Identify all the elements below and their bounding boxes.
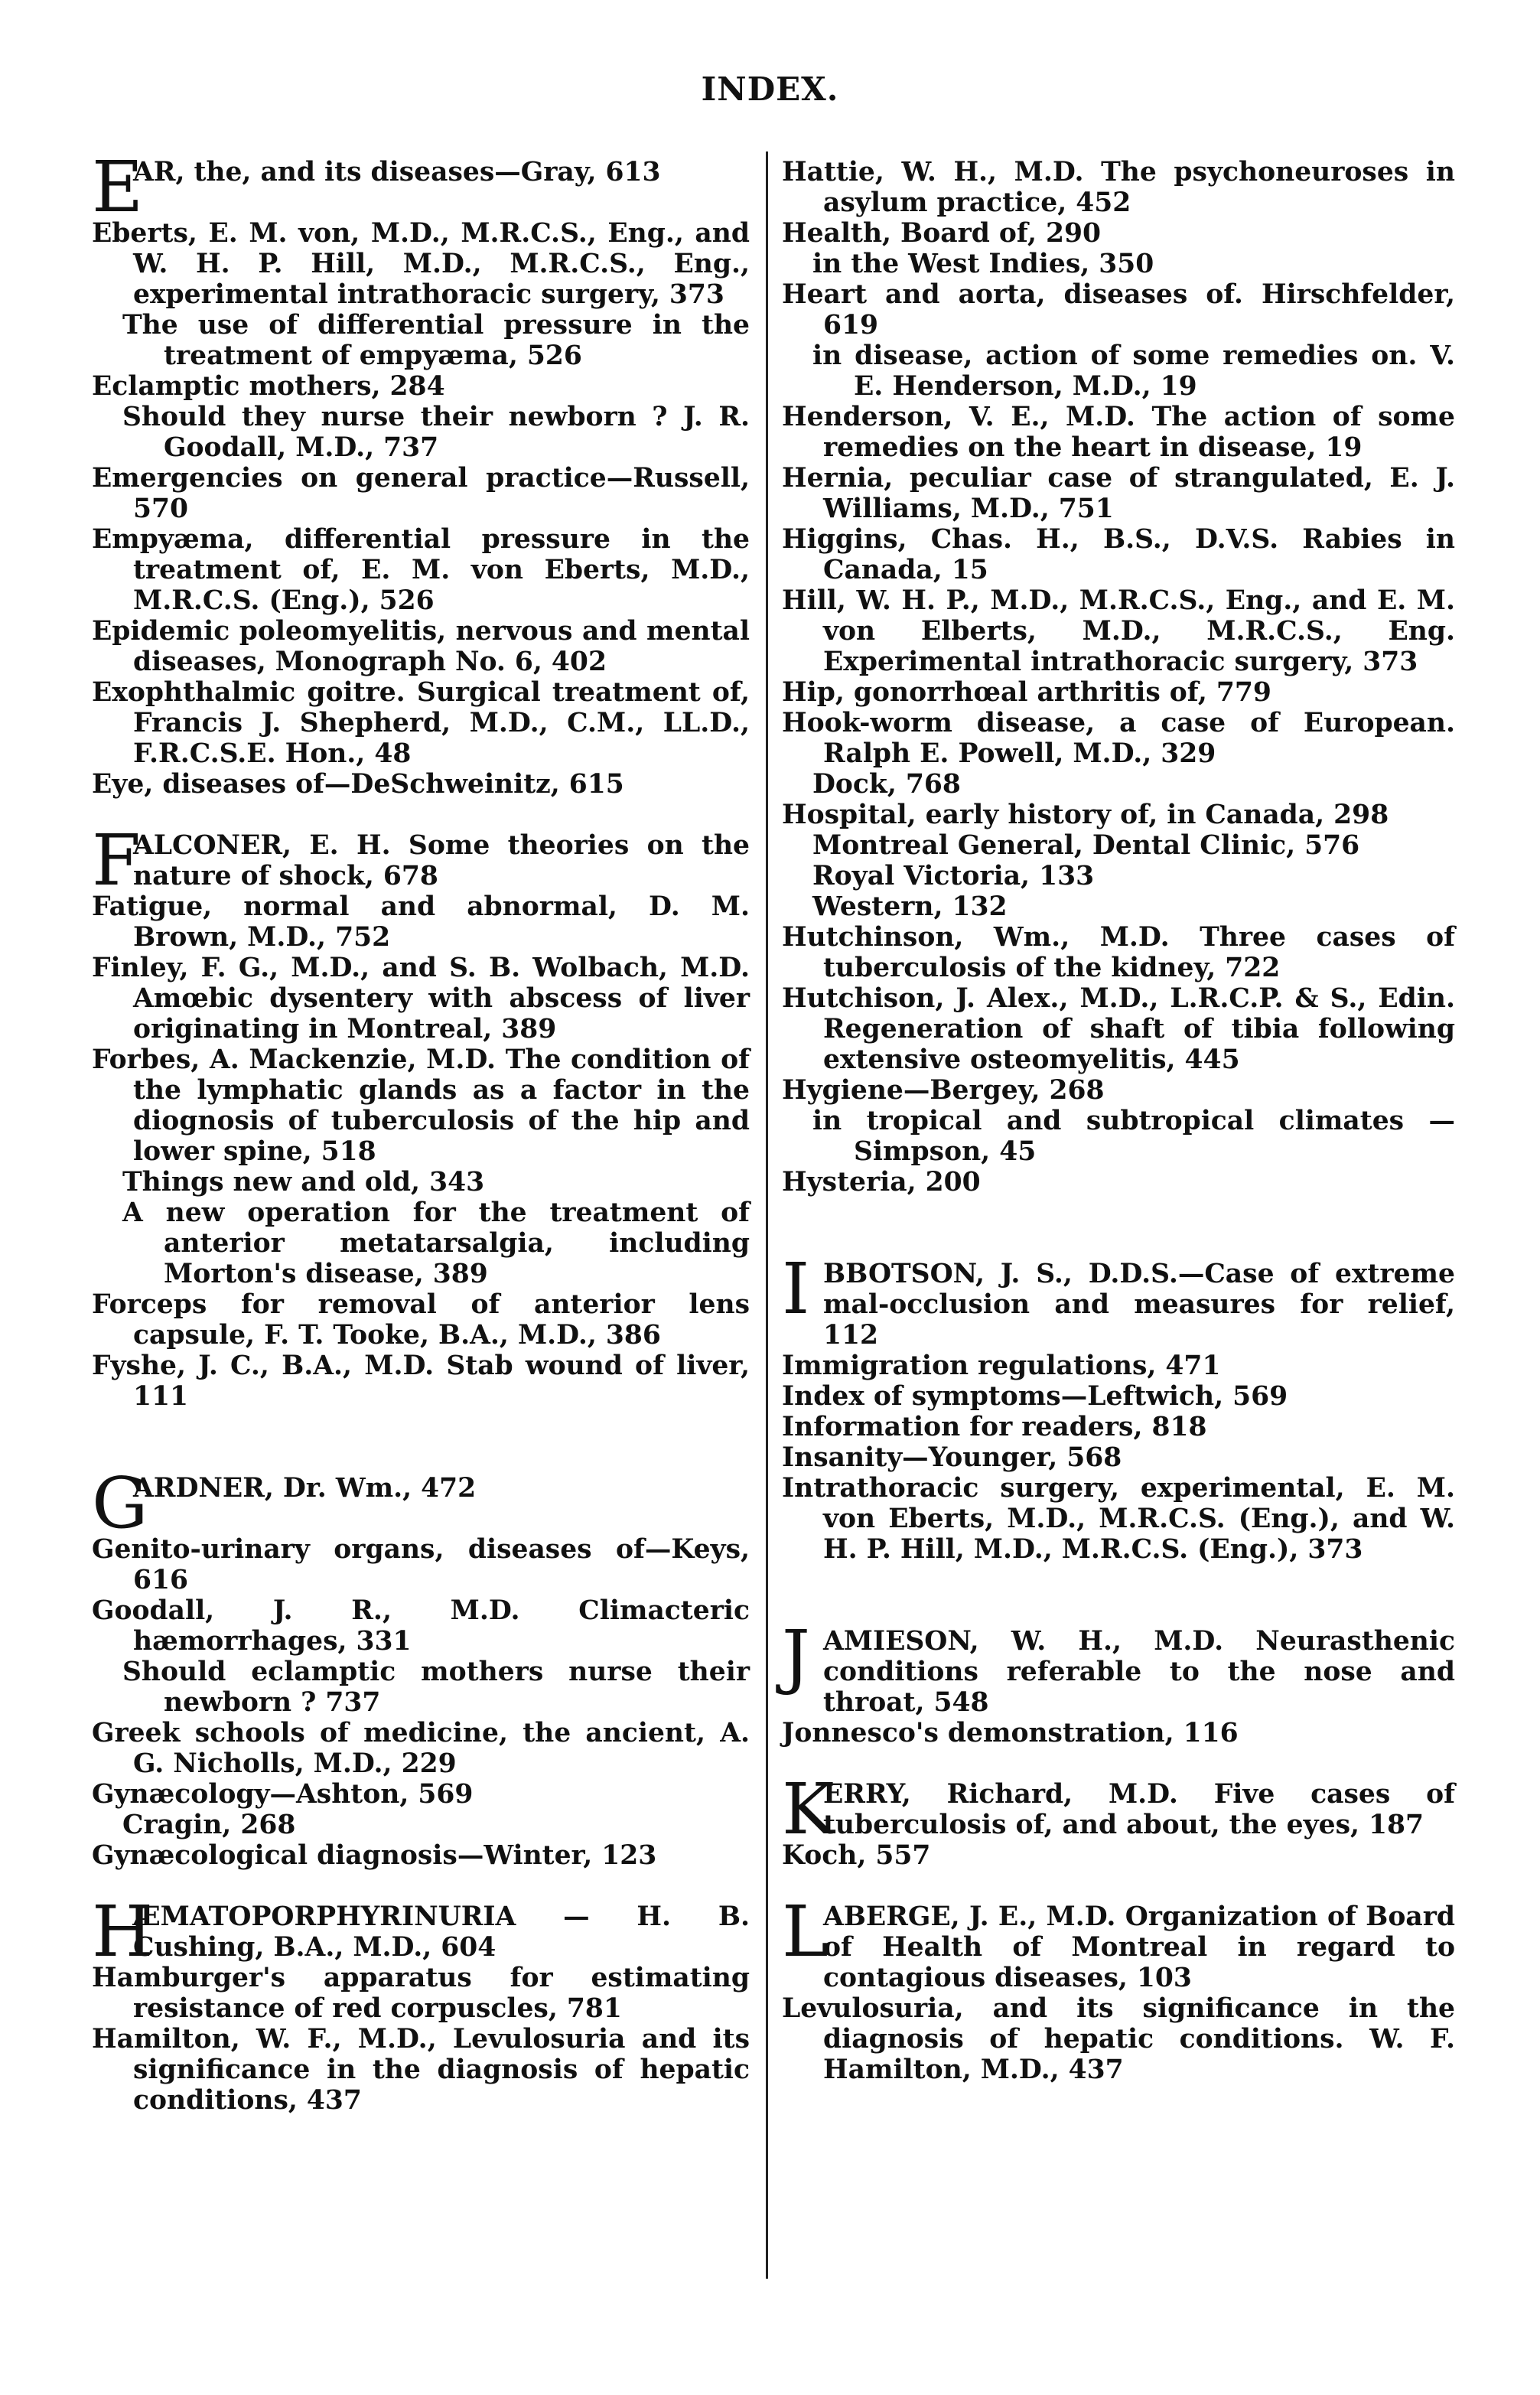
- index-entry: Hospital, early history of, in Canada, 298: [782, 800, 1389, 830]
- index-entry: Greek schools of medicine, the ancient, A. G. Nicholls, M.D., 229: [92, 1718, 750, 1779]
- index-entry: Hill, W. H. P., M.D., M.R.C.S., Eng., and E. M. von Elberts, M.D., M.R.C.S., Eng. Experimental intrathoracic surgery, 373: [782, 585, 1455, 677]
- index-section-start: [782, 1615, 1455, 1718]
- index-entry: Hutchinson, Wm., M.D. Three cases of tuberculosis of the kidney, 722: [782, 922, 1455, 983]
- index-entry: Jonnesco's demonstration, 116: [782, 1718, 1239, 1748]
- index-entry: Hernia, peculiar case of strangulated, E. J. Williams, M.D., 751: [782, 463, 1455, 524]
- index-entry: Higgins, Chas. H., B.S., D.V.S. Rabies in Canada, 15: [782, 524, 1455, 585]
- index-entry: Epidemic poleomyelitis, nervous and mental diseases, Monograph No. 6, 402: [92, 616, 750, 677]
- index-entry-text: ALCONER, E. H. Some theories on the nature of shock, 678: [133, 830, 750, 891]
- index-entry: Emergencies on general practice—Russell, 570: [92, 463, 750, 524]
- index-section-start: [782, 1248, 1455, 1351]
- index-entry-text: ABERGE, J. E., M.D. Organization of Board of Health of Montreal in regard to contagious diseases, 103: [823, 1901, 1455, 1993]
- spacer: [782, 1198, 1455, 1259]
- index-entry: Hutchison, J. Alex., M.D., L.R.C.P. & S., Edin. Regeneration of shaft of tibia following extensive osteomyelitis, 445: [782, 983, 1455, 1075]
- index-entry-text: ARDNER, Dr. Wm., 472: [133, 1473, 477, 1504]
- index-entry: Gynæcological diagnosis—Winter, 123: [92, 1840, 657, 1871]
- index-entry: Henderson, V. E., M.D. The action of some remedies on the heart in disease, 19: [782, 402, 1455, 463]
- spacer: [782, 1871, 1455, 1901]
- index-entry: Forceps for removal of anterior lens capsule, F. T. Tooke, B.A., M.D., 386: [92, 1289, 750, 1351]
- drop-cap-letter: G: [92, 1462, 148, 1544]
- index-section-start: [92, 1462, 750, 1544]
- index-entry: Finley, F. G., M.D., and S. B. Wolbach, M.D. Amœbic dysentery with abscess of liver originating in Montreal, 389: [92, 953, 750, 1044]
- index-subentry: Royal Victoria, 133: [812, 861, 1095, 891]
- index-entry: Index of symptoms—Leftwich, 569: [782, 1381, 1288, 1412]
- index-subentry: Montreal General, Dental Clinic, 576: [812, 830, 1360, 861]
- index-entry: Health, Board of, 290: [782, 218, 1102, 249]
- index-entry-text: AR, the, and its diseases—Gray, 613: [133, 157, 661, 187]
- index-entry-text: AMIESON, W. H., M.D. Neurasthenic conditions referable to the nose and throat, 548: [823, 1626, 1455, 1718]
- index-subentry: A new operation for the treatment of anterior metatarsalgia, including Morton's disease, 389: [122, 1198, 750, 1289]
- index-entry: Eclamptic mothers, 284: [92, 371, 445, 402]
- index-subentry: The use of differential pressure in the treatment of empyæma, 526: [122, 310, 750, 371]
- index-subentry: in tropical and subtropical climates —Simpson, 45: [812, 1106, 1455, 1167]
- spacer: [92, 1504, 750, 1534]
- index-subentry: Cragin, 268: [122, 1810, 296, 1840]
- drop-cap-letter: E: [92, 146, 144, 228]
- spacer: [92, 187, 750, 218]
- index-section-start: [782, 1768, 1455, 1850]
- index-section-start: [92, 146, 750, 228]
- spacer: [92, 800, 750, 830]
- page-title: INDEX.: [701, 70, 839, 108]
- spacer: [92, 1871, 750, 1901]
- index-entry-text: ERRY, Richard, M.D. Five cases of tuberculosis of, and about, the eyes, 187: [823, 1779, 1455, 1840]
- index-entry-text: ÆMATOPORPHYRINURIA — H. B. Cushing, B.A., M.D., 604: [133, 1901, 750, 1963]
- index-entry: Exophthalmic goitre. Surgical treatment of, Francis J. Shepherd, M.D., C.M., LL.D., F.R.C.S.E. Hon., 48: [92, 677, 750, 769]
- index-entry: Information for readers, 818: [782, 1412, 1207, 1442]
- drop-cap-letter: L: [782, 1891, 829, 1973]
- index-entry: Fyshe, J. C., B.A., M.D. Stab wound of liver, 111: [92, 1351, 750, 1412]
- index-subentry: Should they nurse their newborn ? J. R. Goodall, M.D., 737: [122, 402, 750, 463]
- index-subentry: Things new and old, 343: [122, 1167, 485, 1198]
- index-entry: Hip, gonorrhœal arthritis of, 779: [782, 677, 1271, 708]
- index-subentry: in the West Indies, 350: [812, 249, 1154, 279]
- index-entry: Intrathoracic surgery, experimental, E. M. von Eberts, M.D., M.R.C.S. (Eng.), and W. H. P. Hill, M.D., M.R.C.S. (Eng.), 373: [782, 1473, 1455, 1565]
- index-subentry: Dock, 768: [812, 769, 961, 800]
- index-entry: Goodall, J. R., M.D. Climacteric hæmorrhages, 331: [92, 1595, 750, 1657]
- index-entry: Forbes, A. Mackenzie, M.D. The condition of the lymphatic glands as a factor in the diognosis of tuberculosis of the hip and lower spine, 518: [92, 1044, 750, 1167]
- index-entry: Hamburger's apparatus for estimating resistance of red corpuscles, 781: [92, 1963, 750, 2024]
- index-entry: Hysteria, 200: [782, 1167, 981, 1198]
- index-entry: Empyæma, differential pressure in the treatment of, E. M. von Eberts, M.D., M.R.C.S. (Eng.), 526: [92, 524, 750, 616]
- spacer: [92, 1412, 750, 1473]
- index-entry: Hygiene—Bergey, 268: [782, 1075, 1105, 1106]
- index-section-start: [92, 820, 750, 901]
- index-subentry: Western, 132: [812, 891, 1008, 922]
- drop-cap-letter: F: [92, 820, 141, 901]
- index-entry: Eberts, E. M. von, M.D., M.R.C.S., Eng., and W. H. P. Hill, M.D., M.R.C.S., Eng., experimental intrathoracic surgery, 373: [92, 218, 750, 310]
- index-entry: Insanity—Younger, 568: [782, 1442, 1122, 1473]
- drop-cap-letter: I: [782, 1248, 810, 1330]
- index-entry: Genito-urinary organs, diseases of—Keys, 616: [92, 1534, 750, 1595]
- drop-cap-letter: J: [782, 1615, 810, 1697]
- drop-cap-letter: H: [92, 1891, 154, 1973]
- index-entry: Immigration regulations, 471: [782, 1351, 1221, 1381]
- index-entry: Fatigue, normal and abnormal, D. M. Brown, M.D., 752: [92, 891, 750, 953]
- spacer: [782, 1748, 1455, 1779]
- index-entry: Gynæcology—Ashton, 569: [92, 1779, 474, 1810]
- column-divider: [766, 152, 768, 2279]
- index-section-start: [782, 1891, 1455, 1993]
- index-column-left: [92, 146, 750, 2116]
- index-subentry: in disease, action of some remedies on. V. E. Henderson, M.D., 19: [812, 341, 1455, 402]
- index-entry: Hattie, W. H., M.D. The psychoneuroses in asylum practice, 452: [782, 157, 1455, 218]
- index-section-start: [92, 1891, 750, 1973]
- index-entry: Levulosuria, and its significance in the diagnosis of hepatic conditions. W. F. Hamilton, M.D., 437: [782, 1993, 1455, 2085]
- index-entry-text: BBOTSON, J. S., D.D.S.—Case of extreme mal-occlusion and measures for relief, 112: [823, 1259, 1455, 1351]
- spacer: [782, 1565, 1455, 1626]
- index-subentry: Should eclamptic mothers nurse their newborn ? 737: [122, 1657, 750, 1718]
- index-column-right: [782, 157, 1455, 2085]
- index-entry: Hamilton, W. F., M.D., Levulosuria and its significance in the diagnosis of hepatic conditions, 437: [92, 2024, 750, 2116]
- index-entry: Koch, 557: [782, 1840, 931, 1871]
- drop-cap-letter: K: [782, 1768, 835, 1850]
- index-entry: Heart and aorta, diseases of. Hirschfelder, 619: [782, 279, 1455, 341]
- index-entry: Hook-worm disease, a case of European. Ralph E. Powell, M.D., 329: [782, 708, 1455, 769]
- index-entry: Eye, diseases of—DeSchweinitz, 615: [92, 769, 624, 800]
